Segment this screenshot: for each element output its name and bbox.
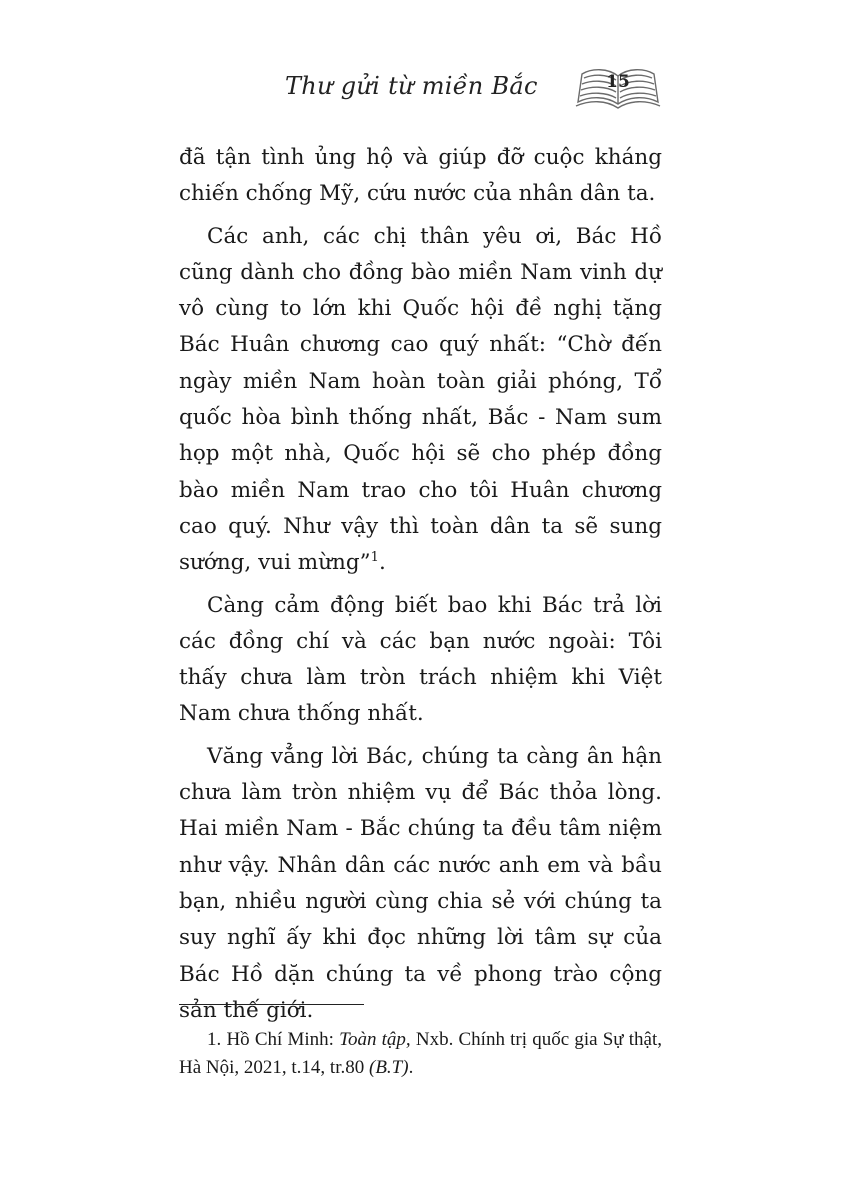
footnote-divider (179, 1004, 364, 1005)
footnote-number: 1. (207, 1029, 222, 1050)
footnote (179, 1026, 662, 1082)
paragraph-4: Văng vẳng lời Bác, chúng ta càng ân hận chưa làm tròn nhiệm vụ để Bác thỏa lòng. Hai miền Nam - Bắc chúng ta đều tâm niệm như vậy. Nhân dân các nước anh em và bầu bạn, nhiều người cùng chia sẻ với chúng ta suy nghĩ ấy khi đọc những lời tâm sự của Bác Hồ dặn chúng ta về phong trào cộng sản thế giới. (179, 743, 662, 1023)
footnote-reference: 1 (370, 550, 379, 566)
running-header-title: Thư gửi từ miền Bắc (285, 72, 538, 100)
footnote-work-title: Toàn tập, (339, 1029, 411, 1050)
paragraph-2-text: Các anh, các chị thân yêu ơi, Bác Hồ cũng dành cho đồng bào miền Nam vinh dự vô cùng to lớn khi Quốc hội đề nghị tặng Bác Huân chương cao quý nhất: “Chờ đến ngày miền Nam hoàn toàn giải phóng, Tổ quốc hòa bình thống nhất, Bắc - Nam sum họp một nhà, Quốc hội sẽ cho phép đồng bào miền Nam trao cho tôi Huân chương cao quý. Như vậy thì toàn dân ta sẽ sung sướng, vui mừng” (179, 223, 662, 576)
footnote-editor-note: (B.T) (369, 1057, 409, 1078)
footnote-author: Hồ Chí Minh: (226, 1029, 334, 1050)
paragraph-2 (179, 219, 662, 582)
page-number: 15 (606, 72, 630, 92)
body-text (179, 140, 662, 1035)
paragraph-3: Càng cảm động biết bao khi Bác trả lời các đồng chí và các bạn nước ngoài: Tôi thấy chưa làm tròn trách nhiệm khi Việt Nam chưa thống nhất. (179, 592, 662, 727)
paragraph-1: đã tận tình ủng hộ và giúp đỡ cuộc kháng chiến chống Mỹ, cứu nước của nhân dân ta. (179, 145, 662, 207)
paragraph-2-tail: . (378, 550, 386, 576)
footnote-end: . (408, 1057, 414, 1078)
footnote-citation: Nxb. Chính trị quốc gia Sự thật, Hà Nội, 2021, t.14, tr.80 (179, 1029, 663, 1078)
